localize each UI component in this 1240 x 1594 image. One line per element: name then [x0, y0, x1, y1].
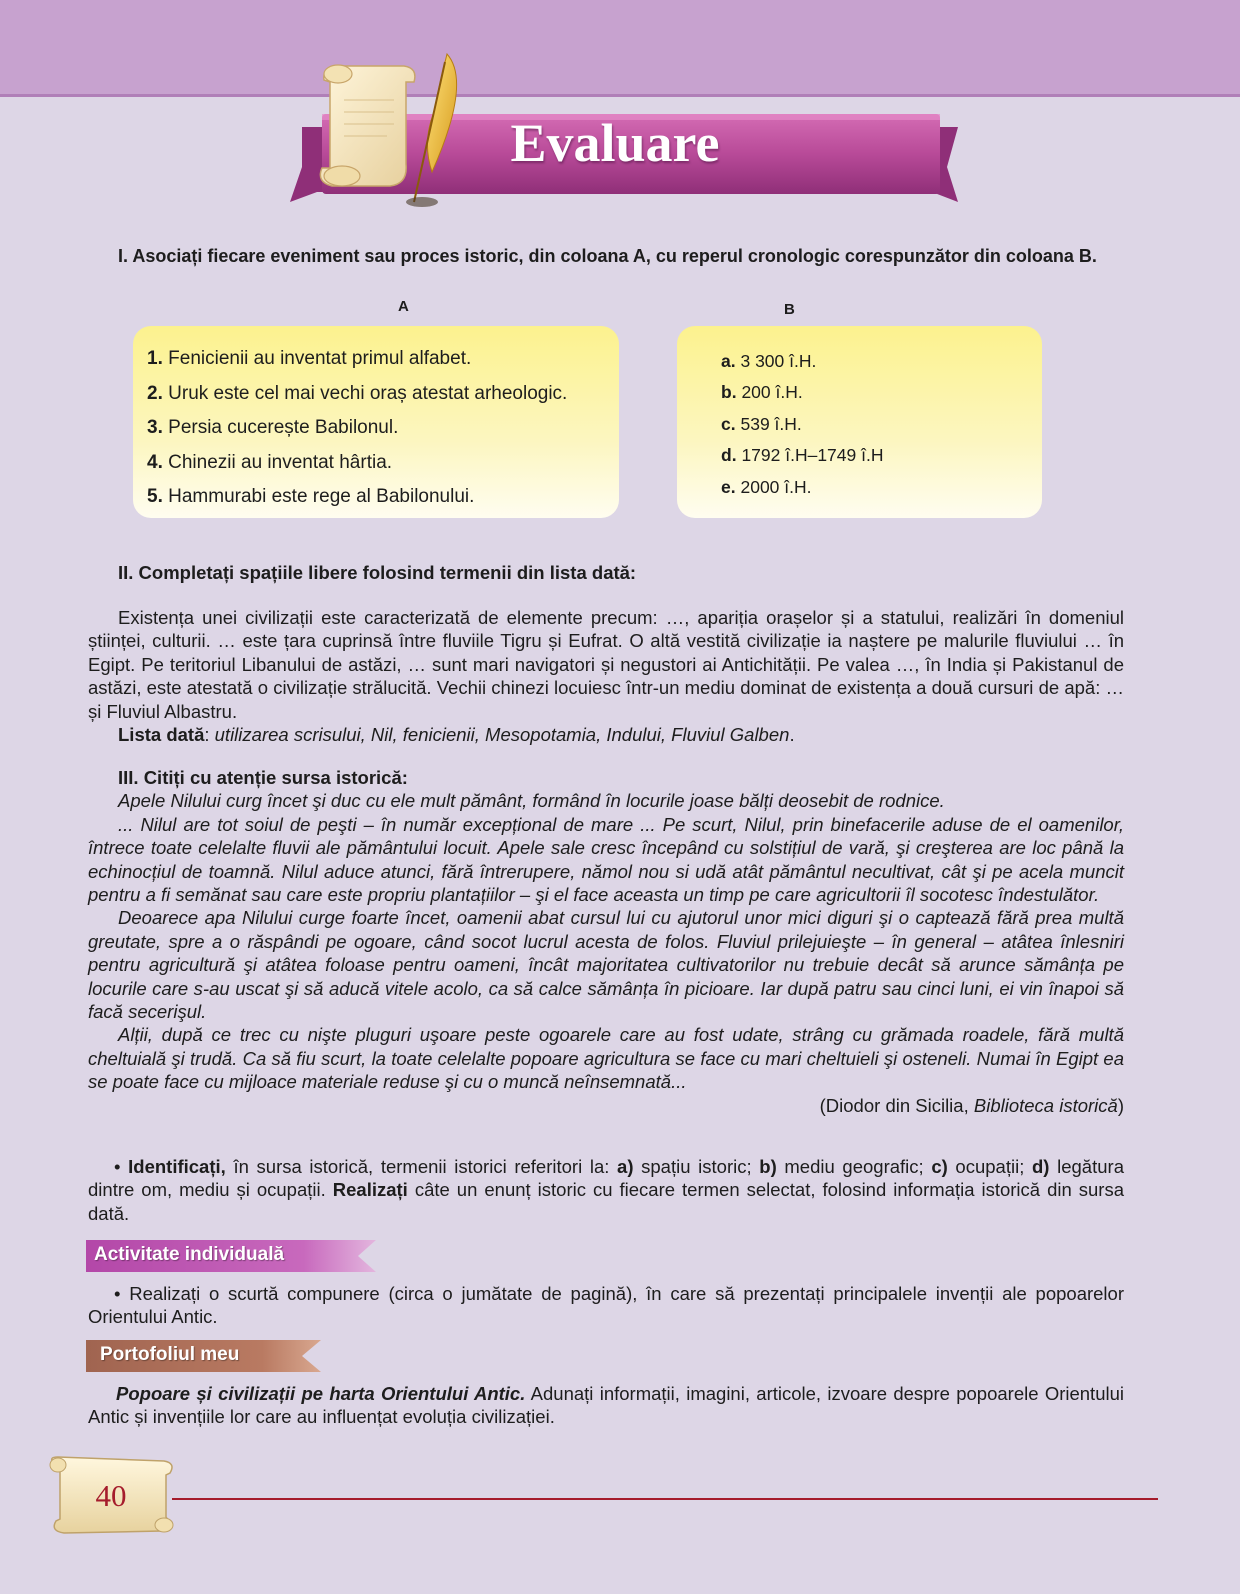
section3-heading: III. Citiți cu atenție sursa istorică: — [118, 767, 408, 788]
column-b-box — [677, 326, 1042, 518]
quote-paragraph: Apele Nilului curg încet şi duc cu ele mult pământ, formând în locurile joase bălți deosebit de rodnice. — [118, 790, 945, 812]
portfolio-text: Popoare și civilizații pe harta Orientului Antic. Adunați informații, imagini, articole, izvoare despre popoarele Orientului Antic și invențiile lor care au influențat evoluția civilizației. — [88, 1383, 1124, 1428]
activity-text: • Realizați o scurtă compunere (circa o jumătate de pagină), în care să prezentați principalele invenții ale popoarelor Orientului Antic. — [88, 1283, 1124, 1328]
list-item: e. 2000 î.H. — [721, 476, 812, 497]
given-list: Lista dată: utilizarea scrisului, Nil, fenicienii, Mesopotamia, Indului, Fluviul Galben. — [118, 724, 795, 746]
section1-heading: I. Asociați fiecare eveniment sau proces istoric, din coloana A, cu reperul cronologic corespunzător din coloana B. — [118, 246, 1097, 266]
list-item: a. 3 300 î.H. — [721, 351, 817, 371]
quote-paragraph: ... Nilul are tot soiul de peşti – în număr excepțional de mare ... Pe scurt, Nilul, prin binefacerile aduse de el oamenilor, întrece toate celelalte fluvii ale pământului locuit. Apele sale cresc începând cu solstițiul de vară, şi creşterea are loc până la echinocțiul de toamnă. Nilul aduce atunci, fără întrerupere, nămol nou si udă atât pământul necultivat, cât şi pe acela muncit pentru a fi semănat sau care este propriu plantațiilor – şi el face aceasta un timp pe care agricultorii îl socotesc îndestulător. — [88, 813, 1124, 906]
column-b-list — [721, 346, 883, 503]
list-item: 5. Hammurabi este rege al Babilonului. — [147, 486, 475, 507]
section2-body — [88, 606, 1124, 746]
portfolio-tag: Portofoliul meu — [100, 1344, 240, 1365]
list-item: 4. Chinezii au inventat hârtia. — [147, 451, 393, 473]
list-item: b. 200 î.H. — [721, 382, 803, 403]
column-a-list — [147, 342, 567, 515]
list-item: d. 1792 î.H–1749 î.H — [721, 445, 884, 466]
quote-paragraph: Deoarece apa Nilului curge foarte încet, oamenii abat cursul lui cu ajutorul unor mici diguri şi o captează fără prea multă greutate, spre a o răspândi pe ogoare, când socot lucrul acesta de folos. Fluviul prilejuieşte – în general – atâtea înlesniri pentru agricultură şi atâtea foloase pentru oameni, încât majoritatea cultivatorilor nu trebuie decât să arunce sămânța pe locurile care s-au uscat şi să aducă vitele acolo, ca să calce sămânța în picioare. Iar după patru sau cinci luni, ei vin înapoi să facă secerişul. — [88, 907, 1124, 1023]
quote-paragraph: Alții, după ce trec cu nişte pluguri uşoare peste ogoarele care au fost udate, strâng cu grămada roadele, fără multă cheltuială şi trudă. Ca să fiu scurt, la toate celelalte popoare agricultura se face cu mari cheltuieli şi osteneli. Numai în Egipt ea se poate face cu mijloace materiale reduse şi cu o muncă neînsemnată... — [88, 1024, 1124, 1093]
quote-source: (Diodor din Sicilia, Biblioteca istorică) — [819, 1094, 1124, 1116]
activity-tag: Activitate individuală — [94, 1244, 285, 1265]
section2-paragraph: Existența unei civilizații este caracterizată de elemente precum: …, apariția orașelor și a statului, realizări în domeniul științei, culturii. … este țara cuprinsă între fluviile Tigru și Eufrat. O altă vestită civilizație ia naștere pe malurile fluviului … în Egipt. Pe teritoriul Libanului de astăzi, … sunt mari navigatori și negustori ai Antichității. Pe valea …, în India și Pakistanul de astăzi, este atestată o civilizație strălucită. Vechii chinezi locuiesc într-un mediu dominat de existența a două cursuri de apă: … și Fluviul Albastru. — [88, 607, 1124, 722]
list-item: 3. Persia cucerește Babilonul. — [147, 417, 399, 438]
footer-rule — [172, 1498, 1158, 1500]
column-b-label: B — [784, 301, 795, 318]
column-a-box — [133, 326, 619, 518]
parchment-scroll-icon — [320, 65, 415, 186]
list-item: c. 539 î.H. — [721, 413, 802, 434]
page-title: Evaluare — [510, 113, 720, 173]
page-number: 40 — [95, 1478, 127, 1513]
list-item: 2. Uruk este cel mai vechi oraș atestat arheologic. — [147, 382, 568, 404]
section2-heading: II. Completați spațiile libere folosind termenii din lista dată: — [118, 562, 637, 583]
column-a-label: A — [398, 298, 409, 315]
list-item: 1. Fenicienii au inventat primul alfabet. — [147, 348, 472, 369]
section3-task: • Identificați, în sursa istorică, termenii istorici referitori la: a) spațiu istoric; b) mediu geografic; c) ocupații; d) legătura dintre om, mediu și ocupații. Realizați câte un enunț istoric cu fiecare termen selectat, folosind informația istorică din sursa dată. — [88, 1156, 1125, 1224]
section3 — [88, 766, 1124, 1117]
